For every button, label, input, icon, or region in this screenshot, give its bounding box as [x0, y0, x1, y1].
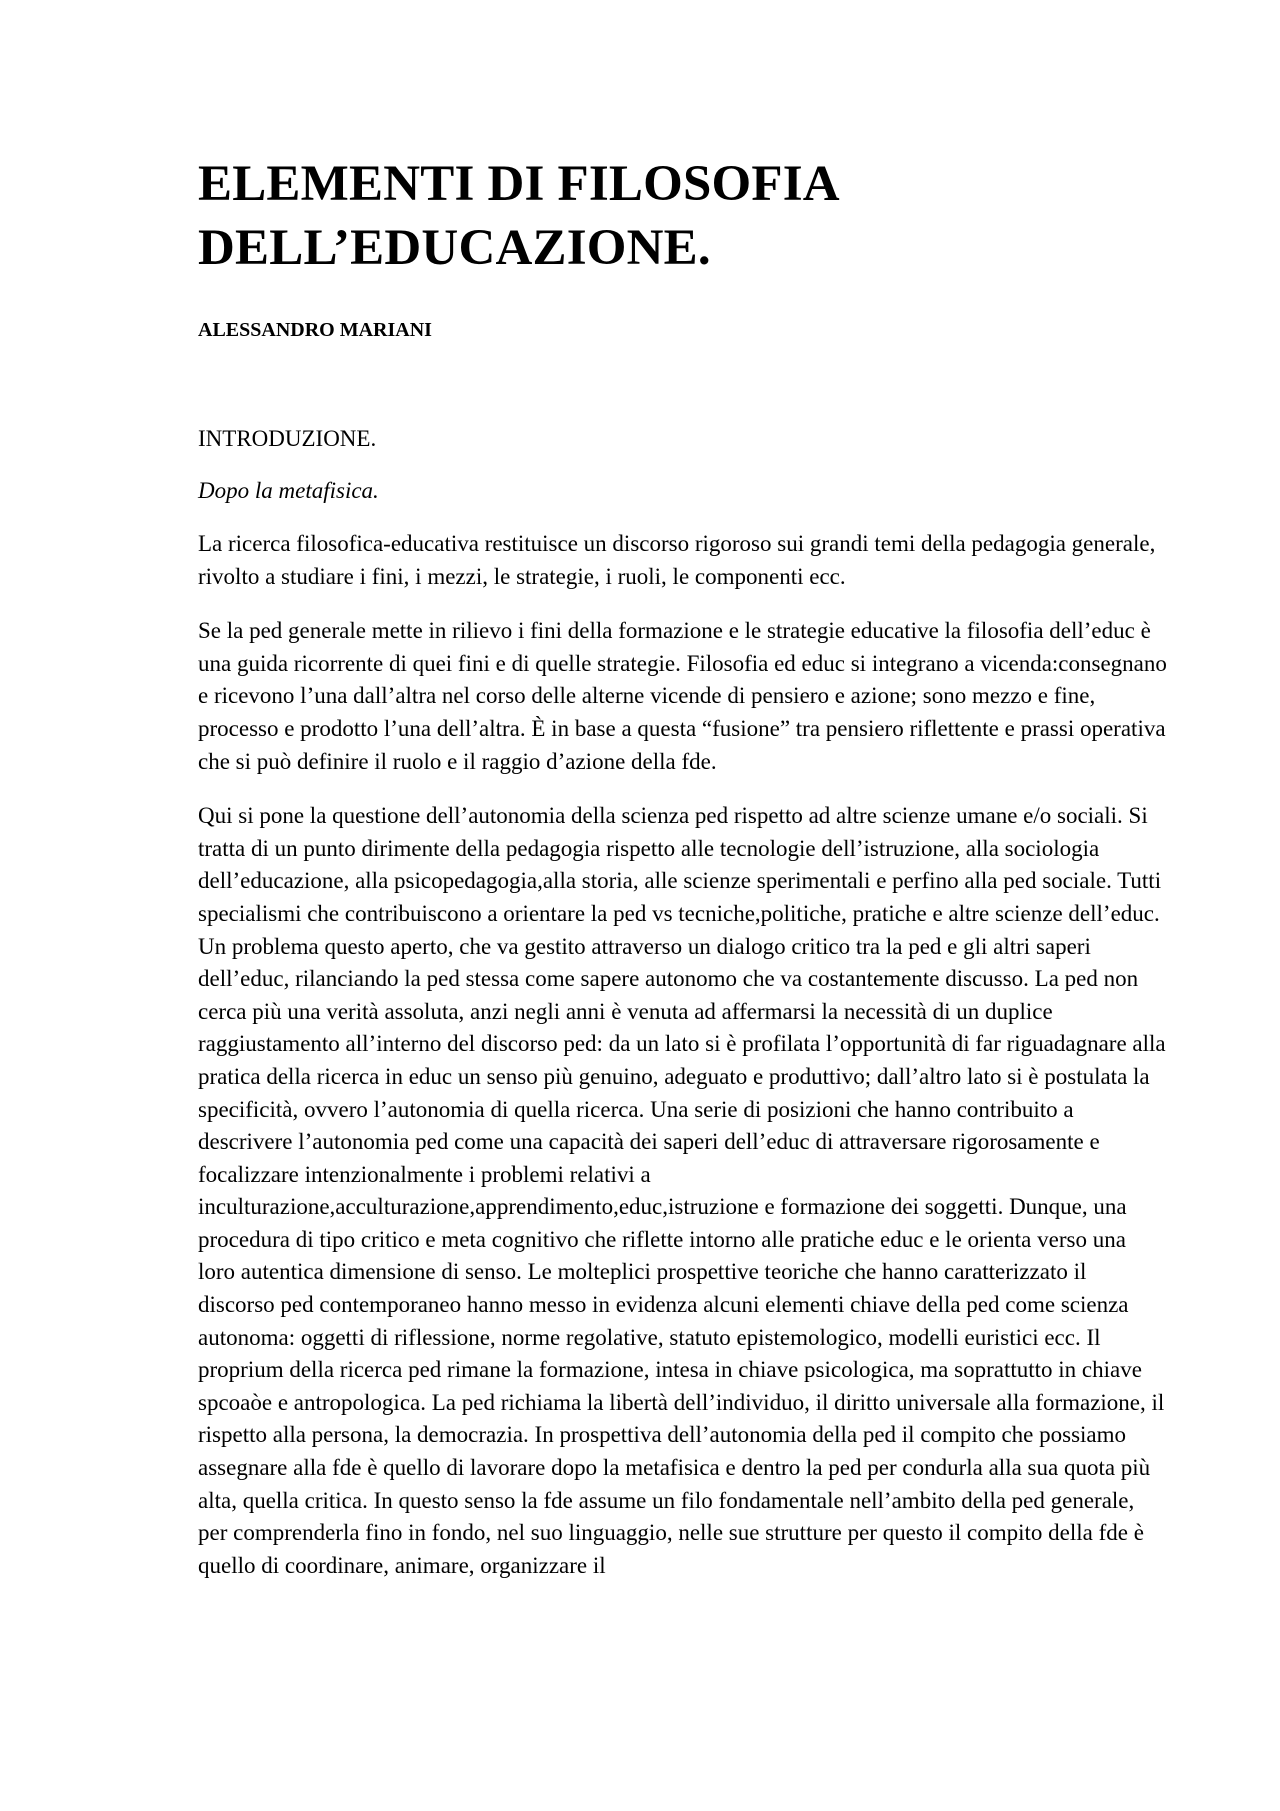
title-line-2: DELL’EDUCAZIONE. [198, 220, 711, 276]
document-page [198, 152, 1168, 1582]
title-line-1: ELEMENTI DI FILOSOFIA [198, 156, 840, 212]
paragraph-1: La ricerca filosofica-educativa restituisce un discorso rigoroso sui grandi temi della pedagogia generale, rivolto a studiare i fini, i mezzi, le strategie, i ruoli, le componenti ecc. [198, 531, 1156, 589]
section-heading: INTRODUZIONE. [198, 426, 377, 451]
subheading: Dopo la metafisica. [198, 478, 379, 503]
author-name: ALESSANDRO MARIANI [198, 319, 432, 341]
paragraph-2: Se la ped generale mette in rilievo i fini della formazione e le strategie educative la filosofia dell’educ è una guida ricorrente di quei fini e di quelle strategie. Filosofia ed educ si integrano a vicenda:consegnano e ricevono l’una dall’altra nel corso delle alterne vicende di pensiero e azione; sono mezzo e fine, processo e prodotto l’una dell’altra. È in base a questa “fusione” tra pensiero riflettente e prassi operativa che si può definire il ruolo e il raggio d’azione della fde. [198, 618, 1167, 774]
paragraph-3: Qui si pone la questione dell’autonomia della scienza ped rispetto ad altre scienze umane e/o sociali. Si tratta di un punto dirimente della pedagogia rispetto alle tecnologie dell’istruzione, alla sociologia dell’educazione, alla psicopedagogia,alla storia, alle scienze sperimentali e perfino alla ped sociale. Tutti specialismi che contribuiscono a orientare la ped vs tecniche,politiche, pratiche e altre scienze dell’educ. Un problema questo aperto, che va gestito attraverso un dialogo critico tra la ped e gli altri saperi dell’educ, rilanciando la ped stessa come sapere autonomo che va costantemente discusso. La ped non cerca più una verità assoluta, anzi negli anni è venuta ad affermarsi la necessità di un duplice raggiustamento all’interno del discorso ped: da un lato si è profilata l’opportunità di far riguadagnare alla pratica della ricerca in educ un senso più genuino, adeguato e produttivo; dall’altro lato si è postulata la specificità, ovvero l’autonomia di quella ricerca. Una serie di posizioni che hanno contribuito a descrivere l’autonomia ped come una capacità dei saperi dell’educ di attraversare rigorosamente e focalizzare intenzionalmente i problemi relativi a inculturazione,acculturazione,apprendimento,educ,istruzione e formazione dei soggetti. Dunque, una procedura di tipo critico e meta cognitivo che riflette intorno alle pratiche educ e le orienta verso una loro autentica dimensione di senso. Le molteplici prospettive teoriche che hanno caratterizzato il discorso ped contemporaneo hanno messo in evidenza alcuni elementi chiave della ped come scienza autonoma: oggetti di riflessione, norme regolative, statuto epistemologico, modelli euristici ecc. Il proprium della ricerca ped rimane la formazione, intesa in chiave psicologica, ma soprattutto in chiave spcoaòe e antropologica. La ped richiama la libertà dell’individuo, il diritto universale alla formazione, il rispetto alla persona, la democrazia. In prospettiva dell’autonomia della ped il compito che possiamo assegnare alla fde è quello di lavorare dopo la metafisica e dentro la ped per condurla alla sua quota più alta, quella critica. In questo senso la fde assume un filo fondamentale nell’ambito della ped generale, per comprenderla fino in fondo, nel suo linguaggio, nelle sue strutture per questo il compito della fde è quello di coordinare, animare, organizzare il [198, 803, 1166, 1578]
document-title [198, 152, 1168, 280]
